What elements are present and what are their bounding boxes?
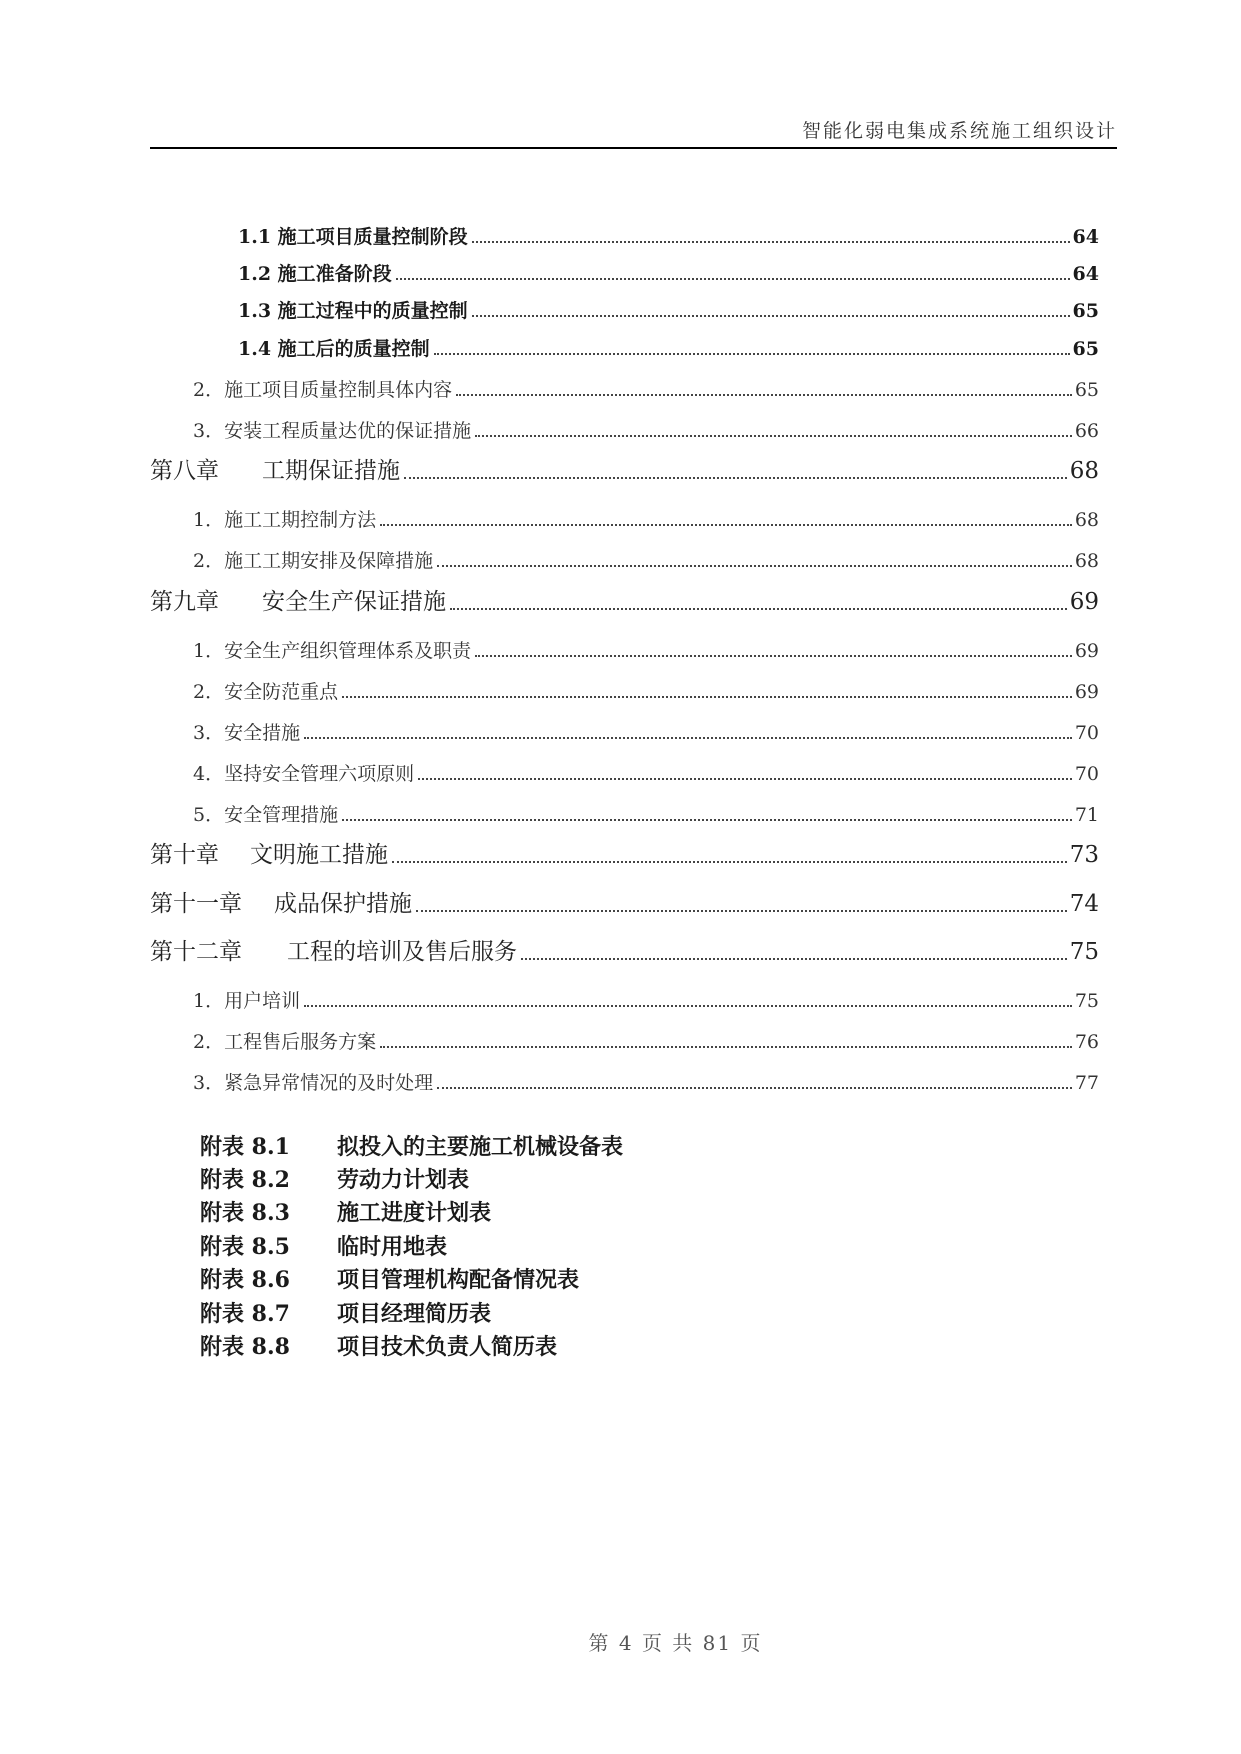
toc-label: 3．安装工程质量达优的保证措施 <box>193 420 472 442</box>
appendix-key: 附表 8.8 <box>200 1334 290 1360</box>
appendix-entry <box>200 1263 579 1294</box>
toc-item[interactable] <box>193 416 1099 443</box>
toc-subsection[interactable] <box>238 222 1099 249</box>
toc-item[interactable] <box>193 986 1099 1013</box>
appendix-key: 附表 8.6 <box>200 1267 290 1293</box>
appendix-title: 劳动力计划表 <box>337 1167 470 1193</box>
chapter-title: 文明施工措施 <box>250 842 388 868</box>
appendix-key: 附表 8.7 <box>200 1301 290 1327</box>
toc-page-number: 69 <box>1069 589 1099 615</box>
chapter-number: 第八章 <box>150 458 219 484</box>
appendix-title: 临时用地表 <box>337 1234 448 1260</box>
appendix-title: 项目管理机构配备情况表 <box>337 1267 580 1293</box>
toc-page-number: 69 <box>1074 681 1099 703</box>
toc-item[interactable] <box>193 636 1099 663</box>
appendix-entry <box>200 1330 557 1361</box>
toc-chapter-10[interactable] <box>150 836 1099 869</box>
toc-label <box>150 452 400 485</box>
toc-label: 1．施工工期控制方法 <box>193 509 377 531</box>
toc-label <box>150 836 388 869</box>
dot-leader <box>472 315 1070 317</box>
dot-leader <box>475 655 1072 657</box>
chapter-number: 第十一章 <box>150 891 242 917</box>
dot-leader <box>450 608 1067 610</box>
dot-leader <box>416 910 1067 912</box>
toc-page-number: 70 <box>1074 763 1099 785</box>
appendix-key: 附表 8.3 <box>200 1200 290 1226</box>
toc-page-number: 71 <box>1074 804 1099 826</box>
toc-label: 2．施工项目质量控制具体内容 <box>193 379 453 401</box>
toc-label: 5．安全管理措施 <box>193 804 339 826</box>
dot-leader <box>380 1046 1072 1048</box>
toc-page-number: 75 <box>1074 990 1099 1012</box>
chapter-title: 成品保护措施 <box>274 891 412 917</box>
toc-page-number: 65 <box>1074 379 1099 401</box>
toc-page-number: 69 <box>1074 640 1099 662</box>
appendix-title: 拟投入的主要施工机械设备表 <box>337 1134 624 1160</box>
dot-leader <box>418 778 1072 780</box>
toc-label <box>150 583 446 616</box>
toc-item[interactable] <box>193 718 1099 745</box>
toc-page-number: 65 <box>1072 300 1099 322</box>
toc-label: 2．施工工期安排及保障措施 <box>193 550 434 572</box>
appendix-key: 附表 8.2 <box>200 1167 290 1193</box>
dot-leader <box>472 241 1070 243</box>
toc-page-number: 76 <box>1074 1031 1099 1053</box>
dot-leader <box>392 861 1067 863</box>
chapter-title: 工程的培训及售后服务 <box>287 939 517 965</box>
toc-item[interactable] <box>193 1068 1099 1095</box>
toc-page-number: 66 <box>1074 420 1099 442</box>
page-footer: 第 4 页 共 81 页 <box>588 1631 763 1655</box>
toc-label: 1.4 施工后的质量控制 <box>238 338 430 360</box>
toc-page-number: 73 <box>1069 842 1099 868</box>
toc-label <box>150 885 412 918</box>
document-header-title: 智能化弱电集成系统施工组织设计 <box>801 120 1117 142</box>
toc-page-number: 68 <box>1074 550 1099 572</box>
dot-leader <box>396 278 1070 280</box>
header-rule <box>150 147 1117 149</box>
appendix-title: 项目技术负责人简历表 <box>337 1334 558 1360</box>
toc-label: 1.2 施工准备阶段 <box>238 263 392 285</box>
toc-label: 2．工程售后服务方案 <box>193 1031 377 1053</box>
dot-leader <box>434 353 1070 355</box>
toc-item[interactable] <box>193 546 1099 573</box>
toc-item[interactable] <box>193 677 1099 704</box>
dot-leader <box>456 394 1072 396</box>
dot-leader <box>521 958 1067 960</box>
appendix-entry <box>200 1297 491 1328</box>
toc-label: 1．安全生产组织管理体系及职责 <box>193 640 472 662</box>
appendix-key: 附表 8.1 <box>200 1134 290 1160</box>
toc-item[interactable] <box>193 375 1099 402</box>
dot-leader <box>437 1087 1072 1089</box>
toc-label: 4．坚持安全管理六项原则 <box>193 763 415 785</box>
toc-label: 3．紧急异常情况的及时处理 <box>193 1072 434 1094</box>
appendix-entry <box>200 1196 491 1227</box>
toc-chapter-9[interactable] <box>150 583 1099 616</box>
chapter-number: 第十章 <box>150 842 219 868</box>
appendix-title: 项目经理简历表 <box>337 1301 492 1327</box>
toc-subsection[interactable] <box>238 334 1099 361</box>
chapter-title: 安全生产保证措施 <box>262 589 446 615</box>
toc-page-number: 64 <box>1072 263 1099 285</box>
toc-label: 1.1 施工项目质量控制阶段 <box>238 226 468 248</box>
toc-label <box>150 933 517 966</box>
dot-leader <box>342 696 1072 698</box>
toc-label: 3．安全措施 <box>193 722 301 744</box>
toc-page-number: 75 <box>1069 939 1099 965</box>
chapter-title: 工期保证措施 <box>262 458 400 484</box>
dot-leader <box>380 524 1072 526</box>
toc-item[interactable] <box>193 505 1099 532</box>
toc-label: 1．用户培训 <box>193 990 301 1012</box>
dot-leader <box>437 565 1072 567</box>
toc-item[interactable] <box>193 1027 1099 1054</box>
toc-chapter-8[interactable] <box>150 452 1099 485</box>
dot-leader <box>304 1005 1072 1007</box>
toc-subsection[interactable] <box>238 296 1099 323</box>
appendix-key: 附表 8.5 <box>200 1234 290 1260</box>
toc-chapter-12[interactable] <box>150 933 1099 966</box>
toc-page-number: 68 <box>1069 458 1099 484</box>
toc-chapter-11[interactable] <box>150 885 1099 918</box>
toc-item[interactable] <box>193 759 1099 786</box>
toc-page-number: 64 <box>1072 226 1099 248</box>
toc-page-number: 65 <box>1072 338 1099 360</box>
dot-leader <box>404 477 1067 479</box>
toc-item[interactable] <box>193 800 1099 827</box>
dot-leader <box>304 737 1072 739</box>
toc-page-number: 68 <box>1074 509 1099 531</box>
toc-page-number: 70 <box>1074 722 1099 744</box>
toc-page-number: 77 <box>1074 1072 1099 1094</box>
appendix-title: 施工进度计划表 <box>337 1200 492 1226</box>
dot-leader <box>342 819 1072 821</box>
dot-leader <box>475 435 1072 437</box>
toc-label: 1.3 施工过程中的质量控制 <box>238 300 468 322</box>
appendix-entry <box>200 1230 447 1261</box>
appendix-entry <box>200 1163 469 1194</box>
toc-label: 2．安全防范重点 <box>193 681 339 703</box>
appendix-entry <box>200 1130 623 1161</box>
chapter-number: 第十二章 <box>150 939 242 965</box>
toc-page-number: 74 <box>1069 891 1099 917</box>
chapter-number: 第九章 <box>150 589 219 615</box>
toc-subsection[interactable] <box>238 259 1099 286</box>
